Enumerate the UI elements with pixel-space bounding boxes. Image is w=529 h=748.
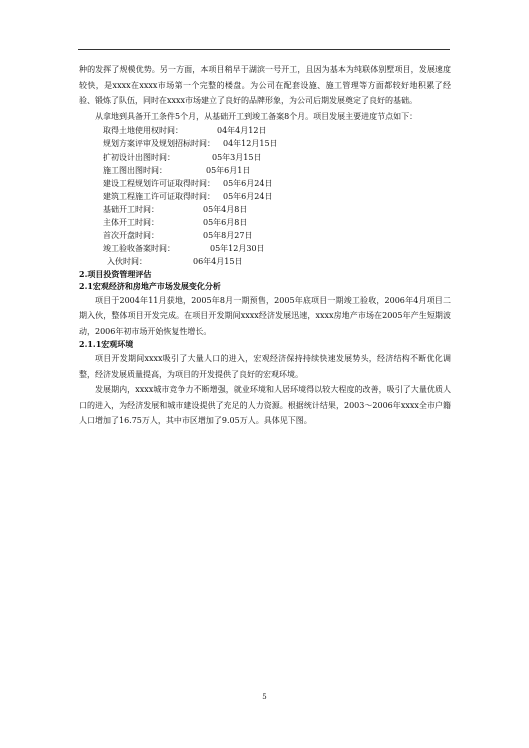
- milestone-label: 首次开盘时间：: [103, 231, 159, 241]
- header-rule: [78, 49, 450, 50]
- milestone-label: 施工图出图时间：: [103, 165, 167, 175]
- milestone-label: 扩初设计出图时间：: [103, 152, 175, 162]
- milestone-date: 05年6月1日: [206, 165, 251, 175]
- milestone-date: 05年6月24日: [223, 178, 273, 188]
- milestone-label: 竣工验收备案时间：: [103, 244, 175, 254]
- milestone-list: [79, 124, 451, 268]
- milestone-date: 04年4月12日: [217, 126, 267, 136]
- population-paragraph: 发展期内，xxxx城市竞争力不断增强，就业环境和人居环境得以较大程度的改善，吸引了大量优质人口的进入，为经济发展和城市建设提供了充足的人力资源。根据统计结果，2003～2006年xxxx全市户籍人口增加了16.75万人，其中市区增加了9.05万人。具体见下图。: [79, 385, 451, 426]
- milestone-label: 取得土地使用权时间：: [103, 126, 183, 136]
- macro-environment-paragraph: 项目开发期间xxxx吸引了大量人口的进入，宏观经济保持持续快速发展势头，经济结构不断优化调整，经济发展质量提高，为项目的开发提供了良好的宏观环境。: [79, 353, 451, 379]
- milestone-label: 基础开工时间：: [103, 204, 159, 214]
- milestone-item: [79, 229, 451, 242]
- market-analysis-paragraph: 项目于2004年11月获地，2005年8月一期预售，2005年底项目一期竣工验收，2006年4月项目二期入伙，整体项目开发完成。在项目开发期间xxxx经济发展迅速，xxxx房地产市场在2005年产生短期波动，2006年初市场开始恢复性增长。: [79, 295, 451, 336]
- intro-paragraph: 种的发挥了规模优势。另一方面，本项目稍早于湖滨一号开工，且因为基本为纯联体别墅项目，发展速度较快，是xxxx在xxxx市场第一个完整的楼盘。为公司在配套设施、施工管理等方面都较好地积累了经验、锻炼了队伍，同时在xxxx市场建立了良好的品牌形象，为公司后期发展奠定了良好的基础。: [79, 65, 451, 106]
- subsection-heading: 2.1宏观经济和房地产市场发展变化分析: [79, 281, 221, 291]
- milestone-date: 05年3月15日: [212, 152, 262, 162]
- milestone-item: [79, 164, 451, 177]
- milestone-item: [79, 203, 451, 216]
- milestone-label: 建筑工程施工许可证取得时间：: [103, 191, 215, 201]
- milestone-label: 规划方案评审及规划招标时间：: [103, 139, 215, 149]
- milestone-date: 06年4月15日: [193, 257, 243, 267]
- milestone-item: [79, 137, 451, 150]
- section-heading: 2.项目投资管理评估: [79, 269, 152, 280]
- milestone-item: [79, 242, 451, 255]
- document-body: [79, 62, 451, 429]
- milestone-label: 建设工程规划许可证取得时间：: [103, 178, 215, 188]
- milestone-label: 主体开工时间：: [103, 218, 159, 228]
- milestone-date: 05年12月30日: [210, 244, 265, 254]
- subsubsection-heading: 2.1.1宏观环境: [79, 339, 134, 350]
- milestone-item: [79, 151, 451, 164]
- milestone-date: 05年4月8日: [203, 204, 248, 214]
- milestone-item: [79, 177, 451, 190]
- page-number: 5: [262, 693, 267, 701]
- schedule-intro-paragraph: 从拿地到具备开工条件5个月，从基础开工到竣工备案8个月。项目发展主要进度节点如下：: [95, 111, 418, 121]
- milestone-item: [79, 124, 451, 137]
- milestone-item: [79, 255, 451, 268]
- milestone-item: [79, 190, 451, 203]
- milestone-date: 04年12月15日: [223, 139, 278, 149]
- milestone-item: [79, 216, 451, 229]
- milestone-date: 05年6月24日: [223, 191, 273, 201]
- milestone-date: 05年6月8日: [203, 218, 248, 228]
- milestone-date: 05年8月27日: [203, 231, 253, 241]
- milestone-label: 入伙时间：: [107, 257, 147, 267]
